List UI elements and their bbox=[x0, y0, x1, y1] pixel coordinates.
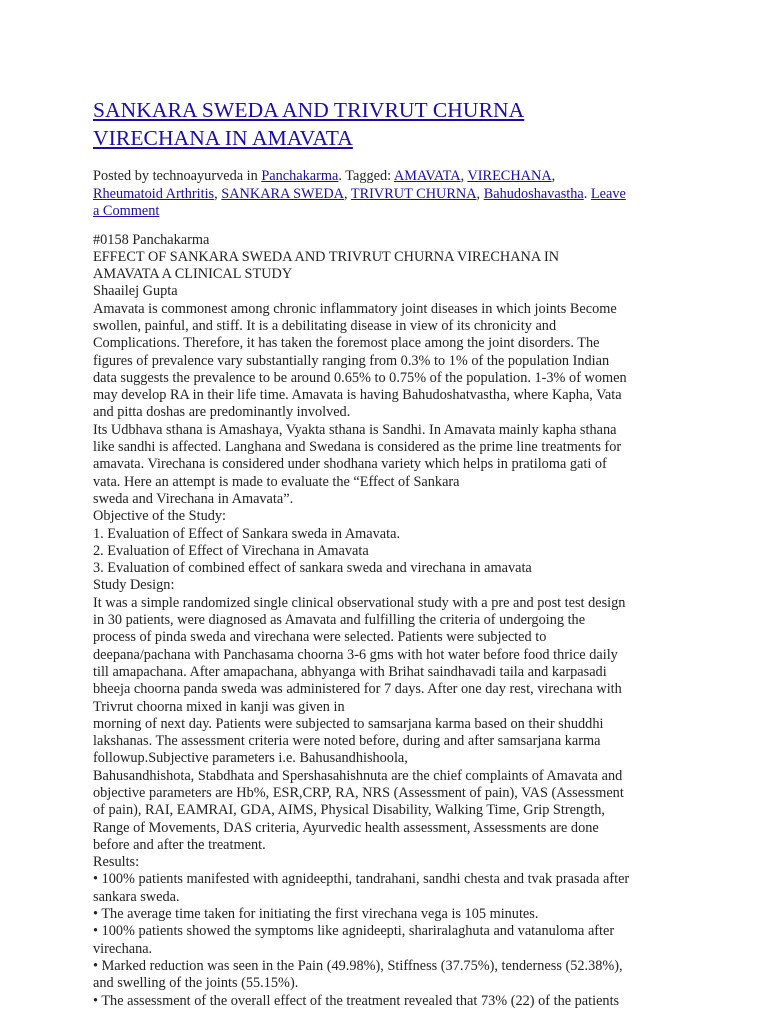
body-line: and swelling of the joints (55.15%). bbox=[93, 975, 299, 992]
body-line: figures of prevalence vary substantially ranging from 0.3% to 1% of the population Indian bbox=[93, 352, 610, 369]
body-line: followup.Subjective parameters i.e. Bahusandhishoola, bbox=[93, 750, 408, 767]
body-line: 1. Evaluation of Effect of Sankara sweda in Amavata. bbox=[93, 525, 401, 542]
category-link[interactable]: Panchakarma bbox=[261, 168, 339, 184]
body-line: in 30 patients, were diagnosed as Amavata and fulfilling the criteria of undergoing the bbox=[93, 612, 586, 629]
tag-link-sankara-sweda[interactable]: SANKARA SWEDA bbox=[221, 185, 345, 202]
body-line: Its Udbhava sthana is Amashaya, Vyakta sthana is Sandhi. In Amavata mainly kapha sthana bbox=[93, 421, 617, 438]
body-line: • Marked reduction was seen in the Pain (49.98%), Stiffness (37.75%), tenderness (52.38%), bbox=[93, 957, 623, 974]
body-line: sweda and Virechana in Amavata”. bbox=[93, 490, 294, 507]
body-line: • 100% patients showed the symptoms like agnideepti, shariralaghuta and vatanuloma after bbox=[93, 923, 615, 940]
body-line: • The assessment of the overall effect of the treatment revealed that 73% (22) of the patients bbox=[93, 992, 620, 1009]
body-line: virechana. bbox=[93, 940, 153, 957]
body-line: Trivrut choorna mixed in kanji was given in bbox=[93, 698, 345, 715]
body-line: • The average time taken for initiating the first virechana vega is 105 minutes. bbox=[93, 906, 539, 923]
body-line: process of pinda sweda and virechana were selected. Patients were subjected to bbox=[93, 629, 547, 646]
tag-link-virechana[interactable]: VIRECHANA bbox=[467, 168, 552, 184]
title-line-2[interactable]: VIRECHANA IN AMAVATA bbox=[93, 126, 353, 150]
body-line: of pain), RAI, EAMRAI, GDA, AIMS, Physical Disability, Walking Time, Grip Strength, bbox=[93, 802, 605, 819]
body-line: lakshanas. The assessment criteria were noted before, during and after samsarjana karma bbox=[93, 733, 601, 750]
body-line: morning of next day. Patients were subjected to samsarjana karma based on their shuddhi bbox=[93, 715, 604, 732]
tag-link-trivrut-churna[interactable]: TRIVRUT CHURNA bbox=[350, 185, 477, 202]
body-line: Study Design: bbox=[93, 577, 175, 594]
body-line: Amavata is commonest among chronic inflammatory joint diseases in which joints Become bbox=[93, 300, 617, 317]
tag-link-rheumatoid-arthritis[interactable]: Rheumatoid Arthritis bbox=[93, 185, 215, 202]
post-title-link[interactable] bbox=[93, 96, 683, 152]
body-line: sankara sweda. bbox=[93, 888, 180, 905]
body-line: may develop RA in their life time. Amavata is having Bahudoshatvastha, where Kapha, Vata bbox=[93, 387, 622, 404]
body-line: amavata. Virechana is considered under shodhana variety which helps in pratiloma gati of bbox=[93, 456, 607, 473]
post-body bbox=[93, 232, 683, 1010]
body-line: Range of Movements, DAS criteria, Ayurvedic health assessment, Assessments are done bbox=[93, 819, 599, 836]
body-line: Results: bbox=[93, 854, 140, 871]
body-line: It was a simple randomized single clinical observational study with a pre and post test design bbox=[93, 594, 626, 611]
body-line: vata. Here an attempt is made to evaluate the “Effect of Sankara bbox=[93, 473, 460, 490]
title-line-1[interactable]: SANKARA SWEDA AND TRIVRUT CHURNA bbox=[93, 98, 525, 122]
body-line: 3. Evaluation of combined effect of sankara sweda and virechana in amavata bbox=[93, 560, 532, 577]
body-line: like sandhi is affected. Langhana and Swedana is considered as the prime line treatments for bbox=[93, 439, 622, 456]
body-line: data suggests the prevalence to be around 0.65% to 0.75% of the population. 1-3% of women bbox=[93, 369, 627, 386]
body-line: Shaailej Gupta bbox=[93, 283, 178, 300]
body-line: bheeja choorna panda sweda was administered for 7 days. After one day rest, virechana with bbox=[93, 681, 622, 698]
body-line: • 100% patients manifested with agnideepthi, tandrahani, sandhi chesta and tvak prasada after bbox=[93, 871, 630, 888]
body-line: Bahusandhishota, Stabdhata and Spershasahishnuta are the chief complaints of Amavata and bbox=[93, 767, 623, 784]
body-line: #0158 Panchakarma bbox=[93, 231, 210, 248]
body-line: 2. Evaluation of Effect of Virechana in Amavata bbox=[93, 542, 369, 559]
body-line: EFFECT OF SANKARA SWEDA AND TRIVRUT CHURNA VIRECHANA IN bbox=[93, 248, 560, 265]
body-line: and pitta doshas are predominantly involved. bbox=[93, 404, 351, 421]
body-line: Complications. Therefore, it has taken the foremost place among the joint disorders. The bbox=[93, 335, 600, 352]
posted-by-text: Posted by technoayurveda in bbox=[93, 168, 262, 184]
tag-link-bahudoshavastha[interactable]: Bahudoshavastha bbox=[483, 185, 584, 202]
body-line: AMAVATA A CLINICAL STUDY bbox=[93, 266, 293, 283]
body-line: Objective of the Study: bbox=[93, 508, 227, 525]
body-line: objective parameters are Hb%, ESR,CRP, RA, NRS (Assessment of pain), VAS (Assessment bbox=[93, 785, 624, 801]
post-meta: Posted by technoayurveda in Panchakarma. Tagged: AMAVATA, VIRECHANA, Rheumatoid Arthritis, SANKARA SWEDA, TRIVRUT CHURNA, Bahudoshavastha. Leave a Comment bbox=[93, 168, 626, 219]
body-line: deepana/pachana with Panchasama choorna 3-6 gms with hot water before food thrice daily bbox=[93, 646, 618, 663]
body-line: before and after the treatment. bbox=[93, 836, 266, 853]
article bbox=[93, 96, 683, 1010]
leave-comment-link[interactable]: Leave a Comment bbox=[93, 185, 626, 219]
body-line: till amapachana. After amapachana, abhyanga with Brihat saindhavadi taila and karpasadi bbox=[93, 663, 607, 680]
tag-link-amavata[interactable]: AMAVATA bbox=[393, 168, 461, 184]
body-line: swollen, painful, and stiff. It is a debilitating disease in view of its chronicity and bbox=[93, 317, 557, 334]
tagged-label: . Tagged: bbox=[338, 168, 394, 184]
